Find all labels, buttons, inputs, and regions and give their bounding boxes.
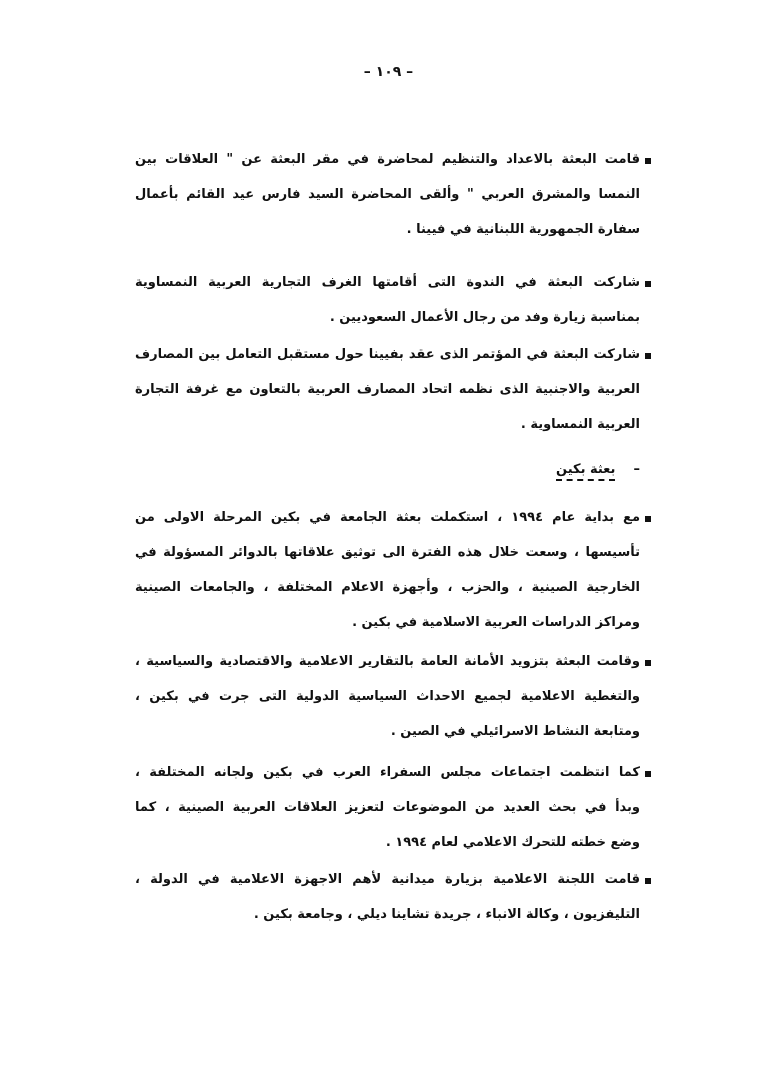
- paragraph-line: قامت البعثة بالاعداد والتنظيم لمحاضرة في مقر البعثة عن " العلاقات بين: [135, 152, 640, 167]
- page-number: – ١٠٩ –: [363, 64, 414, 80]
- paragraph-line: وقامت البعثة بتزويد الأمانة العامة بالتقارير الاعلامية والاقتصادية والسياسية ،: [135, 654, 640, 669]
- paragraph-line: التليفزيون ، وكالة الانباء ، جريدة تشاينا ديلي ، وجامعة بكين .: [253, 907, 640, 922]
- paragraph-line: شاركت البعثة في الندوة التى أقامتها الغرف التجارية العربية النمساوية: [135, 275, 640, 290]
- paragraph-line: شاركت البعثة في المؤتمر الذى عقد بفيينا حول مستقبل التعامل بين المصارف: [135, 347, 640, 362]
- paragraph-line: ومراكز الدراسات العربية الاسلامية في بكين .: [352, 615, 640, 630]
- paragraph-line: النمسا والمشرق العربي " وألقى المحاضرة السيد فارس عيد القائم بأعمال: [135, 187, 640, 202]
- paragraph-line: وضع خطته للتحرك الاعلامي لعام ١٩٩٤ .: [385, 835, 640, 850]
- paragraph-line: وبدأ في بحث العديد من الموضوعات لتعزيز العلاقات العربية الصينية ، كما: [135, 800, 640, 815]
- section-heading: [556, 462, 640, 477]
- paragraph-line: مع بداية عام ١٩٩٤ ، استكملت بعثة الجامعة في بكين المرحلة الاولى من: [135, 510, 640, 525]
- bullet-icon: [645, 516, 651, 522]
- paragraph-line: بمناسبة زيارة وفد من رجال الأعمال السعوديين .: [329, 310, 640, 325]
- heading-title: بعثة بكين: [556, 462, 615, 481]
- paragraph-line: والتغطية الاعلامية لجميع الاحداث السياسية الدولية التى جرت في بكين ،: [135, 689, 640, 704]
- paragraph-line: ومتابعة النشاط الاسرائيلي في الصين .: [390, 724, 640, 739]
- bullet-icon: [645, 281, 651, 287]
- paragraph-line: قامت اللجنة الاعلامية بزيارة ميدانية لأهم الاجهزة الاعلامية في الدولة ،: [135, 872, 640, 887]
- bullet-icon: [645, 771, 651, 777]
- bullet-icon: [645, 353, 651, 359]
- heading-dash: –: [633, 462, 640, 477]
- paragraph-line: كما انتظمت اجتماعات مجلس السفراء العرب في بكين ولجانه المختلفة ،: [135, 765, 640, 780]
- bullet-icon: [645, 878, 651, 884]
- bullet-icon: [645, 158, 651, 164]
- paragraph-line: تأسيسها ، وسعت خلال هذه الفترة الى توثيق علاقاتها بالدوائر المسؤولة في: [135, 545, 640, 560]
- paragraph-line: سفارة الجمهورية اللبنانية في فيينا .: [406, 222, 640, 237]
- paragraph-line: العربية النمساوية .: [520, 417, 640, 432]
- bullet-icon: [645, 660, 651, 666]
- paragraph-line: العربية والاجنبية الذى نظمه اتحاد المصارف العربية بالتعاون مع غرفة التجارة: [135, 382, 640, 397]
- paragraph-line: الخارجية الصينية ، والحزب ، وأجهزة الاعلام المختلفة ، والجامعات الصينية: [135, 580, 640, 595]
